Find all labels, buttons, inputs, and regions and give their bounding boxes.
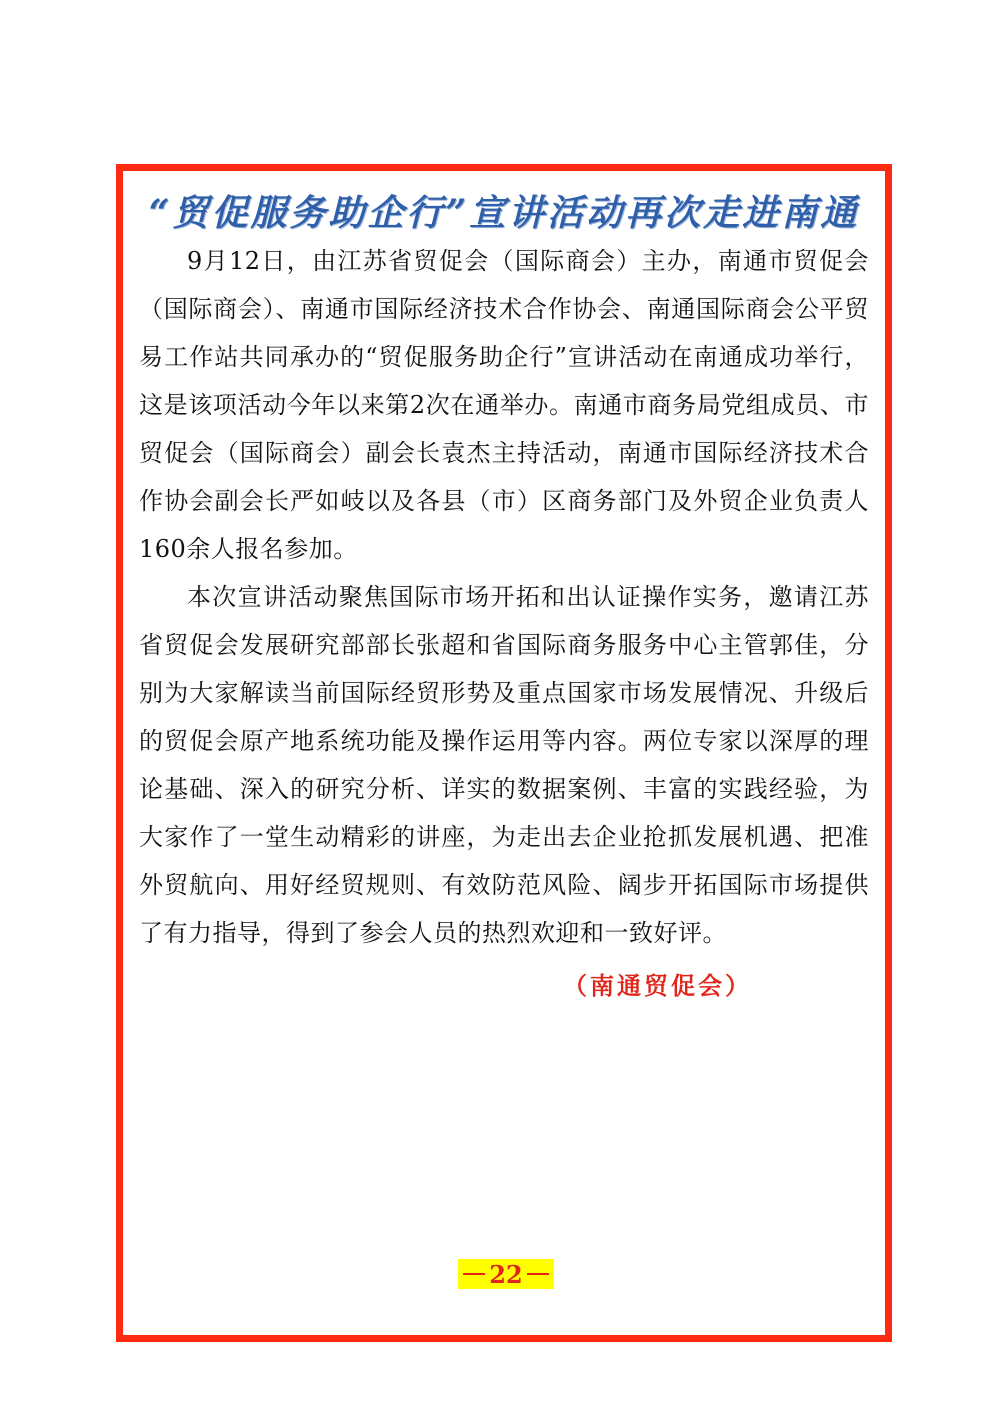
page-number-badge xyxy=(458,1259,554,1289)
article-paragraph: 本次宣讲活动聚焦国际市场开拓和出认证操作实务，邀请江苏省贸促会发展研究部部长张超和省国际商务服务中心主管郭佳，分别为大家解读当前国际经贸形势及重点国家市场发展情况、升级后的贸促会原产地系统功能及操作运用等内容。两位专家以深厚的理论基础、深入的研究分析、详实的数据案例、丰富的实践经验，为大家作了一堂生动精彩的讲座，为走出去企业抢抓发展机遇、把准外贸航向、用好经贸规则、有效防范风险、阔步开拓国际市场提供了有力指导，得到了参会人员的热烈欢迎和一致好评。 xyxy=(139,583,869,947)
page-number: 22 xyxy=(489,1259,523,1289)
dash-left-icon xyxy=(463,1273,485,1275)
dash-right-icon xyxy=(527,1273,549,1275)
article-source: （南通贸促会） xyxy=(563,971,752,1000)
article-title: “贸促服务助企行”宣讲活动再次走进南通 xyxy=(148,192,860,234)
article-body xyxy=(139,237,869,957)
page-frame xyxy=(116,164,892,1342)
article-paragraph: 9月12日，由江苏省贸促会（国际商会）主办，南通市贸促会（国际商会）、南通市国际经济技术合作协会、南通国际商会公平贸易工作站共同承办的“贸促服务助企行”宣讲活动在南通成功举行，这是该项活动今年以来第2次在通举办。南通市商务局党组成员、市贸促会（国际商会）副会长袁杰主持活动，南通市国际经济技术合作协会副会长严如岐以及各县（市）区商务部门及外贸企业负责人160余人报名参加。 xyxy=(139,247,869,563)
